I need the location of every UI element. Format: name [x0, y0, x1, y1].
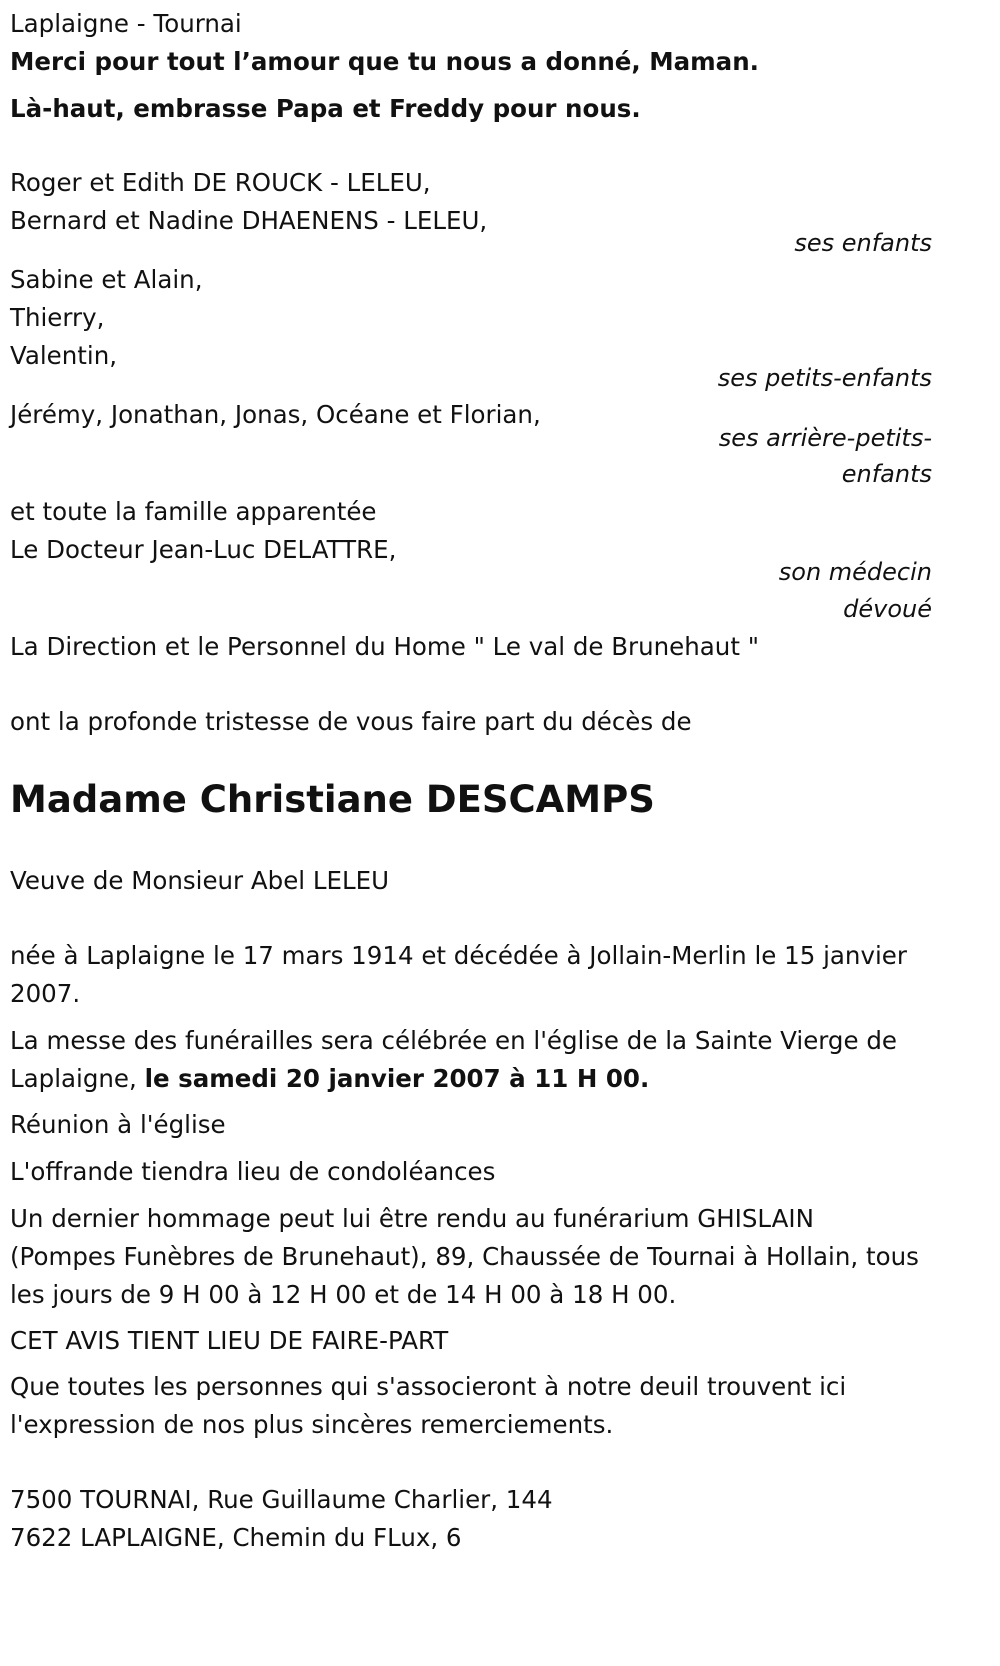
grandchildren-role: ses petits-enfants — [717, 364, 932, 392]
grandchild-name: Valentin, — [10, 341, 118, 370]
child-name: Roger et Edith DE ROUCK - LELEU, — [10, 168, 431, 197]
great-grandchildren-role-2: enfants — [841, 460, 932, 488]
funeral-mass — [10, 1022, 925, 1098]
location-heading: Laplaigne - Tournai — [10, 9, 242, 38]
funeral-mass-text: La messe des funérailles sera célébrée en l'église de la Sainte Vierge de Laplaigne, — [10, 1026, 897, 1093]
address-line: 7622 LAPLAIGNE, Chemin du FLux, 6 — [10, 1523, 462, 1552]
doctor-role-1: son médecin — [778, 558, 932, 586]
announcement-sentence: ont la profonde tristesse de vous faire part du décès de — [10, 707, 692, 736]
thanks-message: Que toutes les personnes qui s'associeront à notre deuil trouvent ici l'expression de nos plus sincères remerciements. — [10, 1372, 847, 1439]
widow-of: Veuve de Monsieur Abel LELEU — [10, 866, 390, 895]
address-line: 7500 TOURNAI, Rue Guillaume Charlier, 144 — [10, 1485, 553, 1514]
extended-family: et toute la famille apparentée — [10, 497, 377, 526]
birth-death-dates: née à Laplaigne le 17 mars 1914 et décédée à Jollain-Merlin le 15 janvier 2007. — [10, 941, 907, 1008]
great-grandchildren-names: Jérémy, Jonathan, Jonas, Océane et Florian, — [10, 400, 541, 429]
doctor-name: Le Docteur Jean-Luc DELATTRE, — [10, 535, 397, 564]
church-meeting: Réunion à l'église — [10, 1110, 226, 1139]
funeral-home-tribute: Un dernier hommage peut lui être rendu au funérarium GHISLAIN (Pompes Funèbres de Brunehaut), 89, Chaussée de Tournai à Hollain, tous les jours de 9 H 00 à 12 H 00 et de 14 H 00 à 18 H 00. — [10, 1204, 919, 1309]
home-staff: La Direction et le Personnel du Home " Le val de Brunehaut " — [10, 632, 759, 661]
grandchild-name: Thierry, — [10, 303, 105, 332]
great-grandchildren-role-1: ses arrière-petits- — [718, 424, 932, 452]
notice-statement: CET AVIS TIENT LIEU DE FAIRE-PART — [10, 1326, 449, 1355]
intro-line-2: Là-haut, embrasse Papa et Freddy pour nous. — [10, 94, 641, 123]
deceased-name: Madame Christiane DESCAMPS — [10, 778, 655, 821]
children-role: ses enfants — [794, 229, 932, 257]
doctor-role-2: dévoué — [843, 595, 932, 623]
intro-line-1: Merci pour tout l’amour que tu nous a donné, Maman. — [10, 47, 759, 76]
grandchild-name: Sabine et Alain, — [10, 265, 203, 294]
offering-note: L'offrande tiendra lieu de condoléances — [10, 1157, 496, 1186]
funeral-mass-date: le samedi 20 janvier 2007 à 11 H 00. — [144, 1064, 650, 1093]
child-name: Bernard et Nadine DHAENENS - LELEU, — [10, 206, 488, 235]
